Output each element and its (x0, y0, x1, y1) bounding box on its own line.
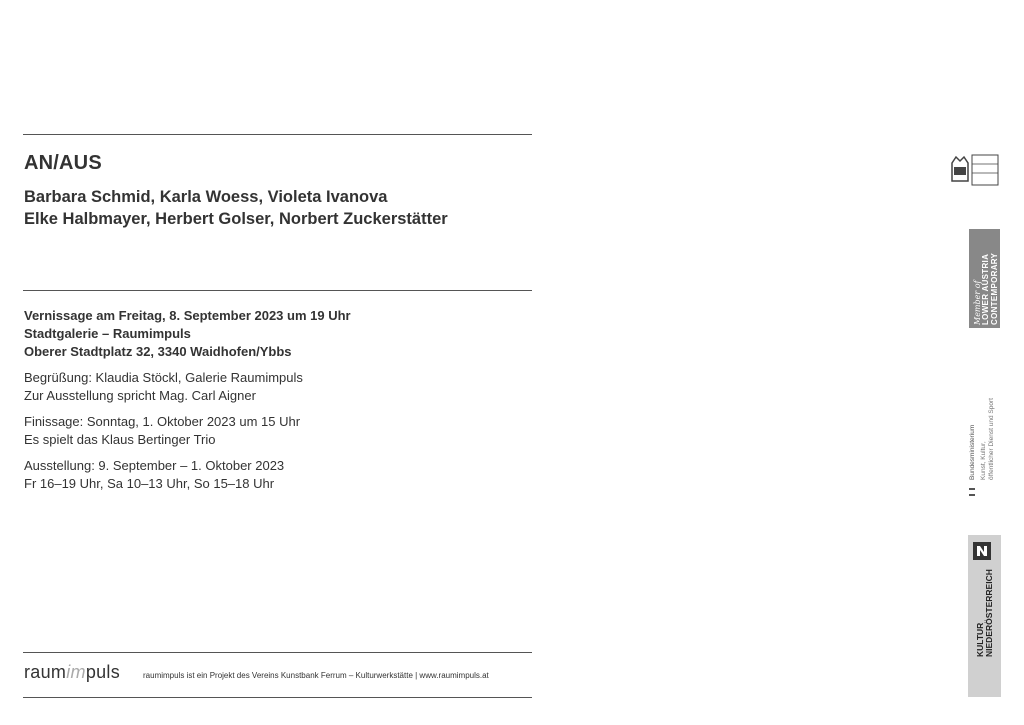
logo-part-im: im (66, 662, 86, 682)
kultur-line-1: KULTUR (975, 622, 985, 657)
waidhofen-crest-icon (948, 153, 1002, 187)
lower-austria-line-1: LOWER AUSTRIA (981, 253, 990, 325)
ministry-logo (966, 370, 1016, 500)
welcome-line-2: Zur Ausstellung spricht Mag. Carl Aigner (24, 388, 256, 403)
exhibition-line-1: Ausstellung: 9. September – 1. Oktober 2023 (24, 458, 285, 473)
exhibition-title: AN/AUS (24, 152, 102, 174)
ministry-line-2: öffentlicher Dienst und Sport (988, 398, 995, 480)
n-letter-icon (973, 542, 991, 560)
raumimpuls-logo (24, 662, 120, 683)
ministry-name: Bundesministerium (969, 424, 976, 480)
ministry-line-1: Kunst, Kultur, (980, 441, 987, 480)
footer-top-rule (23, 652, 532, 653)
artists-line-1: Barbara Schmid, Karla Woess, Violeta Ivanova (24, 188, 388, 206)
logo-part-puls: puls (85, 662, 121, 682)
n-logo-icon (973, 542, 991, 560)
finissage-block (24, 413, 524, 449)
exhibition-block (24, 457, 524, 493)
kultur-label (976, 569, 994, 657)
logo-part-raum: raum (24, 662, 67, 682)
kultur-niederoesterreich-logo (968, 535, 1001, 697)
ministry-departments (980, 398, 996, 480)
exhibition-line-2: Fr 16–19 Uhr, Sa 10–13 Uhr, So 15–18 Uhr (24, 476, 275, 491)
opening-line-2: Stadtgalerie – Raumimpuls (24, 326, 191, 341)
event-info (24, 307, 524, 493)
middle-rule (23, 290, 532, 291)
artists-line-2: Elke Halbmayer, Herbert Golser, Norbert Zuckerstätter (24, 210, 448, 228)
opening-line-3: Oberer Stadtplatz 32, 3340 Waidhofen/Ybbs (24, 344, 292, 359)
opening-block (24, 307, 524, 361)
finissage-line-2: Es spielt das Klaus Bertinger Trio (24, 432, 216, 447)
footer-text: raumimpuls ist ein Projekt des Vereins Kunstbank Ferrum – Kulturwerkstätte | www.raumimpuls.at (143, 671, 489, 680)
lower-austria-line-2: CONTEMPORARY (990, 252, 999, 325)
member-of-label: Member of (973, 280, 982, 325)
footer-bottom-rule (23, 697, 532, 698)
opening-line-1: Vernissage am Freitag, 8. September 2023 um 19 Uhr (24, 308, 351, 323)
artist-list (24, 186, 448, 230)
lower-austria-label (981, 253, 999, 325)
welcome-block (24, 369, 524, 405)
finissage-line-1: Finissage: Sonntag, 1. Oktober 2023 um 15 Uhr (24, 414, 301, 429)
lower-austria-contemporary-logo (969, 229, 1000, 328)
waidhofen-logo (948, 153, 1002, 187)
top-rule (23, 134, 532, 135)
welcome-line-1: Begrüßung: Klaudia Stöckl, Galerie Raumimpuls (24, 370, 303, 385)
austria-flag-icon (969, 488, 975, 496)
kultur-line-2: NIEDERÖSTERREICH (984, 569, 994, 657)
